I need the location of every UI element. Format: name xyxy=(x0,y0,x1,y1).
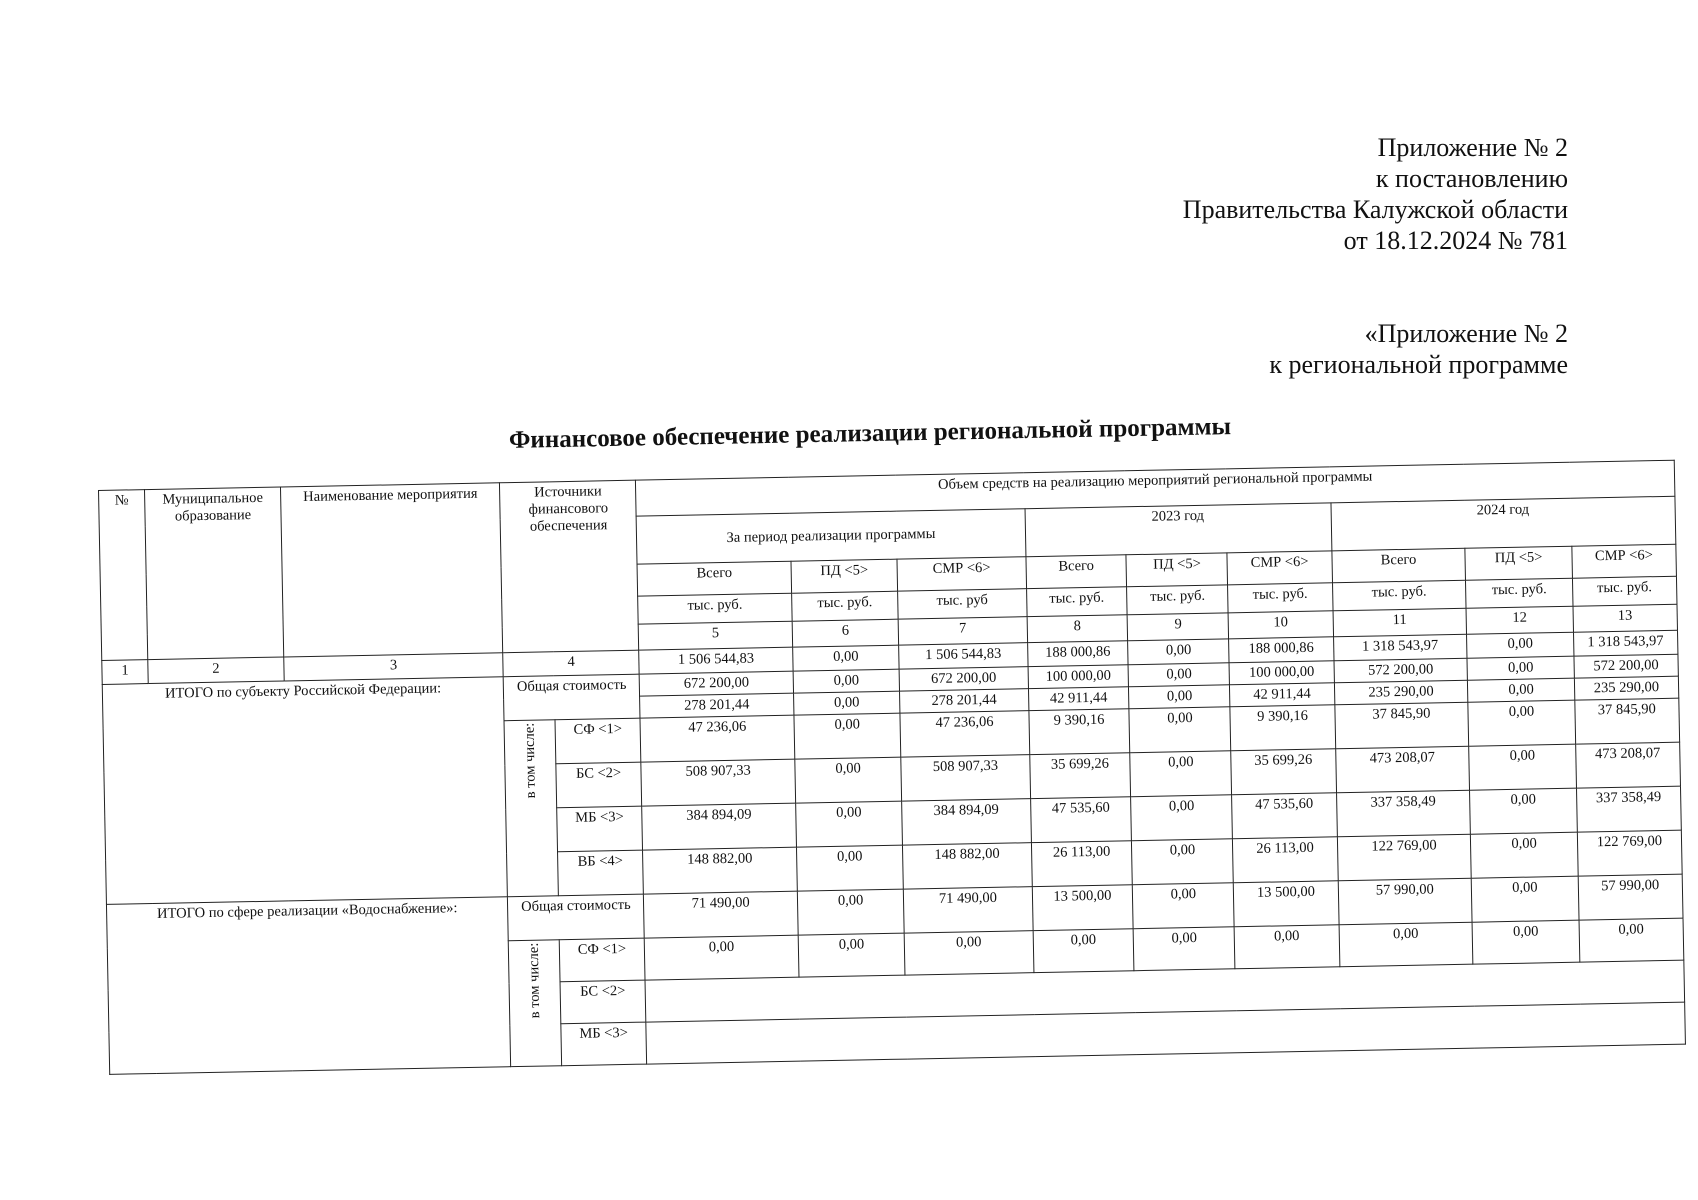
col-header-volume: Объем средств на реализацию мероприятий региональной программы xyxy=(636,460,1675,516)
value-cell: 35 699,26 xyxy=(1231,749,1336,795)
value-cell: 37 845,90 xyxy=(1575,698,1680,744)
col-number-cell: 12 xyxy=(1466,606,1573,634)
value-cell: 508 907,33 xyxy=(641,759,795,806)
value-cell: 0,00 xyxy=(904,931,1033,975)
value-cell: 122 769,00 xyxy=(1577,830,1682,876)
in-total-vertical-label: в том числе: xyxy=(504,720,558,897)
value-cell: 0,00 xyxy=(1468,700,1575,746)
value-cell: 0,00 xyxy=(1472,876,1579,922)
unit-cell: тыс. руб xyxy=(898,589,1027,619)
value-cell: 9 390,16 xyxy=(1028,709,1130,755)
col-header-no: № xyxy=(99,490,148,661)
financing-table xyxy=(98,460,1686,1075)
value-cell: 0,00 xyxy=(1134,927,1236,971)
col-header-pd-2024: ПД <5> xyxy=(1465,546,1572,580)
value-cell: 278 201,44 xyxy=(640,693,794,718)
total-cost-label: Общая стоимость xyxy=(508,894,645,941)
unit-cell: тыс. руб. xyxy=(791,591,898,621)
value-cell: 0,00 xyxy=(1579,918,1684,962)
col-header-total-2023: Всего xyxy=(1026,555,1127,589)
value-cell: 235 290,00 xyxy=(1574,676,1679,700)
total-cell: 1 506 544,83 xyxy=(899,643,1028,669)
value-cell: 337 358,49 xyxy=(1336,790,1471,837)
value-cell: 71 490,00 xyxy=(644,891,798,938)
financing-table-wrapper xyxy=(98,460,1686,1075)
value-cell: 47 535,60 xyxy=(1232,793,1337,839)
value-cell: 148 882,00 xyxy=(903,843,1032,889)
value-cell: 473 208,07 xyxy=(1575,742,1680,788)
col-number-cell: 3 xyxy=(284,653,504,681)
value-cell: 26 113,00 xyxy=(1031,841,1133,887)
unit-cell: тыс. руб. xyxy=(1572,576,1677,606)
unit-cell: тыс. руб. xyxy=(1466,578,1573,608)
value-cell: 0,00 xyxy=(1468,678,1575,702)
total-cell: 188 000,86 xyxy=(1229,637,1334,663)
value-cell: 0,00 xyxy=(1129,685,1230,709)
total-cell: 1 506 544,83 xyxy=(639,647,793,674)
value-cell: 37 845,90 xyxy=(1334,702,1469,749)
col-header-smr-2023: СМР <6> xyxy=(1227,551,1332,585)
header-line-2: к постановлению xyxy=(1375,164,1568,193)
document-title: Финансовое обеспечение реализации региональной программы xyxy=(508,413,1232,454)
col-number-cell: 9 xyxy=(1128,613,1229,641)
value-cell: 13 500,00 xyxy=(1032,885,1134,931)
value-cell: 235 290,00 xyxy=(1334,680,1468,705)
value-cell: 0,00 xyxy=(793,669,900,693)
col-number-cell: 4 xyxy=(503,650,639,677)
col-header-year-2024: 2024 год xyxy=(1331,496,1676,551)
source-label: БС <2> xyxy=(560,980,646,1024)
total-cell: 0,00 xyxy=(1467,632,1574,658)
value-cell: 42 911,44 xyxy=(1230,683,1335,707)
value-cell: 672 200,00 xyxy=(899,667,1028,691)
value-cell: 0,00 xyxy=(1471,832,1578,878)
unit-cell: тыс. руб. xyxy=(1332,580,1466,611)
col-header-municipality: Муниципальное образование xyxy=(145,487,284,660)
value-cell: 0,00 xyxy=(1131,795,1233,841)
value-cell: 672 200,00 xyxy=(639,671,793,696)
value-cell: 0,00 xyxy=(796,845,903,891)
col-number-cell: 13 xyxy=(1573,604,1678,632)
value-cell: 0,00 xyxy=(1132,839,1234,885)
value-cell: 0,00 xyxy=(794,713,901,759)
value-cell: 278 201,44 xyxy=(900,689,1029,713)
section-label-water-supply-total: ИТОГО по сфере реализации «Водоснабжение»: xyxy=(106,897,511,1075)
source-label: ВБ <4> xyxy=(557,850,643,896)
source-label: МБ <3> xyxy=(561,1022,647,1066)
col-number-cell: 6 xyxy=(792,619,899,647)
source-label: МБ <3> xyxy=(556,806,642,852)
unit-cell: тыс. руб. xyxy=(1228,583,1333,613)
value-cell: 0,00 xyxy=(645,935,799,980)
col-header-sources: Источники финансового обеспечения xyxy=(500,480,639,653)
value-cell: 572 200,00 xyxy=(1574,654,1679,678)
value-cell: 384 894,09 xyxy=(642,803,796,850)
value-cell: 0,00 xyxy=(1128,663,1229,687)
source-label: СФ <1> xyxy=(559,938,645,982)
header2-line-1: «Приложение № 2 xyxy=(1364,319,1568,348)
col-number-cell: 5 xyxy=(639,621,793,650)
header2-line-2: к региональной программе xyxy=(1269,350,1568,379)
col-number-cell: 7 xyxy=(898,617,1027,645)
value-cell: 35 699,26 xyxy=(1029,753,1131,799)
col-header-period-total: За период реализации программы xyxy=(636,509,1025,564)
value-cell: 0,00 xyxy=(795,757,902,803)
unit-cell: тыс. руб. xyxy=(1026,587,1127,617)
value-cell: 508 907,33 xyxy=(901,755,1030,801)
value-cell: 47 236,06 xyxy=(900,711,1029,757)
value-cell: 0,00 xyxy=(1033,929,1135,973)
value-cell: 473 208,07 xyxy=(1335,746,1470,793)
unit-cell: тыс. руб. xyxy=(1127,585,1228,615)
unit-cell: тыс. руб. xyxy=(638,593,792,624)
col-number-cell: 8 xyxy=(1027,615,1128,643)
col-header-activity: Наименование мероприятия xyxy=(281,483,504,657)
total-cell: 0,00 xyxy=(793,645,900,671)
col-number-cell: 10 xyxy=(1228,611,1333,639)
col-number-cell: 11 xyxy=(1333,608,1467,637)
col-header-year-2023: 2023 год xyxy=(1025,503,1332,557)
value-cell: 122 769,00 xyxy=(1337,834,1472,881)
source-label: БС <2> xyxy=(556,762,642,808)
value-cell: 57 990,00 xyxy=(1578,874,1683,920)
col-header-pd-period: ПД <5> xyxy=(791,559,898,593)
approval-header xyxy=(1183,132,1568,256)
value-cell: 100 000,00 xyxy=(1229,661,1334,685)
col-number-cell: 1 xyxy=(102,660,148,685)
col-header-pd-2023: ПД <5> xyxy=(1126,553,1227,587)
value-cell: 9 390,16 xyxy=(1230,705,1335,751)
value-cell: 57 990,00 xyxy=(1338,878,1473,925)
col-header-total-2024: Всего xyxy=(1331,548,1465,583)
value-cell: 0,00 xyxy=(1472,920,1579,964)
value-cell: 0,00 xyxy=(1470,788,1577,834)
in-total-vertical-label: в том числе: xyxy=(509,940,562,1067)
col-header-total-period: Всего xyxy=(637,561,791,596)
col-header-smr-2024: СМР <6> xyxy=(1572,544,1677,578)
program-appendix-header xyxy=(1269,318,1568,380)
value-cell: 100 000,00 xyxy=(1028,665,1129,689)
value-cell: 0,00 xyxy=(793,691,900,715)
total-cell: 1 318 543,97 xyxy=(1333,634,1467,661)
value-cell: 47 236,06 xyxy=(640,715,794,762)
total-cell: 1 318 543,97 xyxy=(1573,630,1678,656)
value-cell: 384 894,09 xyxy=(902,799,1031,845)
value-cell: 0,00 xyxy=(1339,922,1474,967)
value-cell: 0,00 xyxy=(798,933,905,977)
total-cell: 188 000,86 xyxy=(1027,641,1128,667)
value-cell: 0,00 xyxy=(796,801,903,847)
source-label: СФ <1> xyxy=(555,718,641,764)
value-cell: 0,00 xyxy=(1469,744,1576,790)
header-line-4: от 18.12.2024 № 781 xyxy=(1343,226,1568,255)
value-cell: 0,00 xyxy=(797,889,904,935)
total-cell: 0,00 xyxy=(1128,639,1229,665)
value-cell: 47 535,60 xyxy=(1030,797,1132,843)
value-cell: 0,00 xyxy=(1129,707,1231,753)
value-cell: 0,00 xyxy=(1130,751,1232,797)
value-cell: 0,00 xyxy=(1467,656,1574,680)
col-header-smr-period: СМР <6> xyxy=(897,557,1026,591)
value-cell: 572 200,00 xyxy=(1334,658,1468,683)
value-cell: 0,00 xyxy=(1234,925,1339,969)
section-label-subject-total: ИТОГО по субъекту Российской Федерации: xyxy=(102,677,508,905)
header-line-3: Правительства Калужской области xyxy=(1182,195,1568,224)
total-cost-label: Общая стоимость xyxy=(504,674,641,721)
value-cell: 337 358,49 xyxy=(1576,786,1681,832)
value-cell: 0,00 xyxy=(1133,883,1235,929)
value-cell: 42 911,44 xyxy=(1028,687,1129,711)
value-cell: 71 490,00 xyxy=(904,887,1033,933)
header-line-1: Приложение № 2 xyxy=(1377,133,1568,162)
value-cell: 13 500,00 xyxy=(1234,881,1339,927)
value-cell: 148 882,00 xyxy=(643,847,797,894)
col-number-cell: 2 xyxy=(148,657,284,684)
value-cell: 26 113,00 xyxy=(1233,837,1338,883)
